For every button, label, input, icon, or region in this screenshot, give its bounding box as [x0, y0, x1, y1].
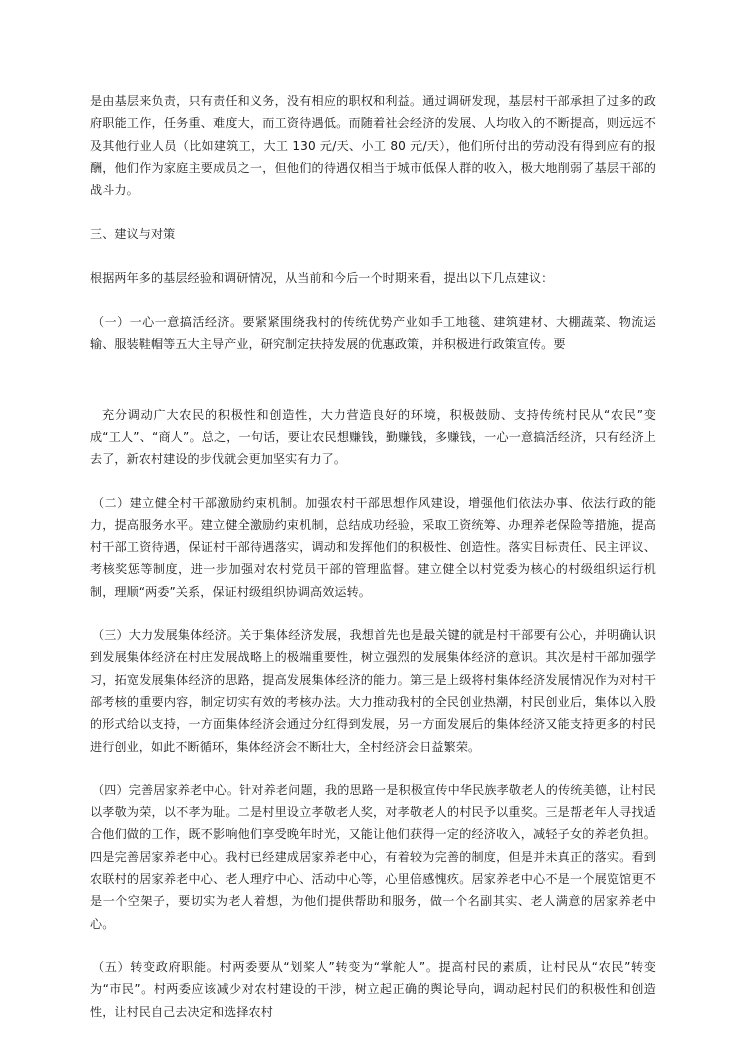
paragraph-suggestion-1-continued: 充分调动广大农民的积极性和创造性，大力营造良好的环境，积极鼓励、支持传统村民从“农民”变成“工人”、“商人”。总之，一句话，要让农民想赚钱，勤赚钱，多赚钱，一心一意搞活经济，只有经济上去了，新农村建设的步伐就会更加坚实有力了。: [90, 407, 656, 467]
paragraph-suggestion-3: （三）大力发展集体经济。关于集体经济发展，我想首先也是最关键的就是村干部要有公心，并明确认识到发展集体经济在村庄发展战略上的极端重要性，树立强烈的发展集体经济的意识。其次是村干部加强学习，拓宽发展集体经济的思路，提高发展集体经济的能力。第三是上级将村集体经济发展情况作为对村干部考核的重要内容，制定切实有效的考核办法。大力推动我村的全民创业热潮，村民创业后，集体以入股的形式给以支持，一方面集体经济会通过分红得到发展，另一方面发展后的集体经济又能支持更多的村民进行创业，如此不断循环，集体经济会不断壮大，全村经济会日益繁荣。: [90, 628, 656, 754]
document-page: [90, 90, 656, 1023]
paragraph-suggestion-1: （一）一心一意搞活经济。要紧紧围绕我村的传统优势产业如手工地毯、建筑建材、大棚蔬菜、物流运输、服装鞋帽等五大主导产业，研究制定扶持发展的优惠政策，并积极进行政策宣传。要: [90, 315, 656, 352]
paragraph-continuation: 是由基层来负责，只有责任和义务，没有相应的职权和利益。通过调研发现，基层村干部承担了过多的政府职能工作，任务重、难度大，而工资待遇低。而随着社会经济的发展、人均收入的不断提高，则远远不及其他行业人员（比如建筑工，大工 130 元/天、小工 80 元/天），他们所付出的劳动没有得到应有的报酬，他们作为家庭主要成员之一，但他们的待遇仅相当于城市低保人群的收入，极大地削弱了基层干部的战斗力。: [90, 94, 656, 198]
paragraph-intro: 根据两年多的基层经验和调研情况，从当前和今后一个时期来看，提出以下几点建议：: [90, 270, 554, 285]
paragraph-suggestion-4: （四）完善居家养老中心。针对养老问题，我的思路一是积极宣传中华民族孝敬老人的传统美德，让村民以孝敬为荣，以不孝为耻。二是村里设立孝敬老人奖，对孝敬老人的村民予以重奖。三是帮老年人寻找适合他们做的工作，既不影响他们享受晚年时光，又能让他们获得一定的经济收入，减轻子女的养老负担。四是完善居家养老中心。我村已经建成居家养老中心，有着较为完善的制度，但是并未真正的落实。看到农联村的居家养老中心、老人理疗中心、活动中心等，心里倍感愧疚。居家养老中心不是一个展览馆更不是一个空架子，要切实为老人着想，为他们提供帮助和服务，做一个名副其实、老人满意的居家养老中心。: [90, 782, 656, 931]
section-heading: 三、建议与对策: [90, 227, 176, 242]
paragraph-suggestion-2: （二）建立健全村干部激励约束机制。加强农村干部思想作风建设，增强他们依法办事、依法行政的能力，提高服务水平。建立健全激励约束机制，总结成功经验，采取工资统筹、办理养老保险等措施，提高村干部工资待遇，保证村干部待遇落实，调动和发挥他们的积极性、创造性。落实目标责任、民主评议、考核奖惩等制度，进一步加强对农村党员干部的管理监督。建立健全以村党委为核心的村级组织运行机制，理顺“两委”关系，保证村级组织协调高效运转。: [90, 495, 656, 599]
paragraph-suggestion-5: （五）转变政府职能。村两委要从“划桨人”转变为“掌舵人”。提高村民的素质，让村民从“农民”转变为“市民”。村两委应该减少对农村建设的干涉，树立起正确的舆论导向，调动起村民们的积极性和创造性，让村民自己去决定和选择农村: [90, 959, 656, 1019]
